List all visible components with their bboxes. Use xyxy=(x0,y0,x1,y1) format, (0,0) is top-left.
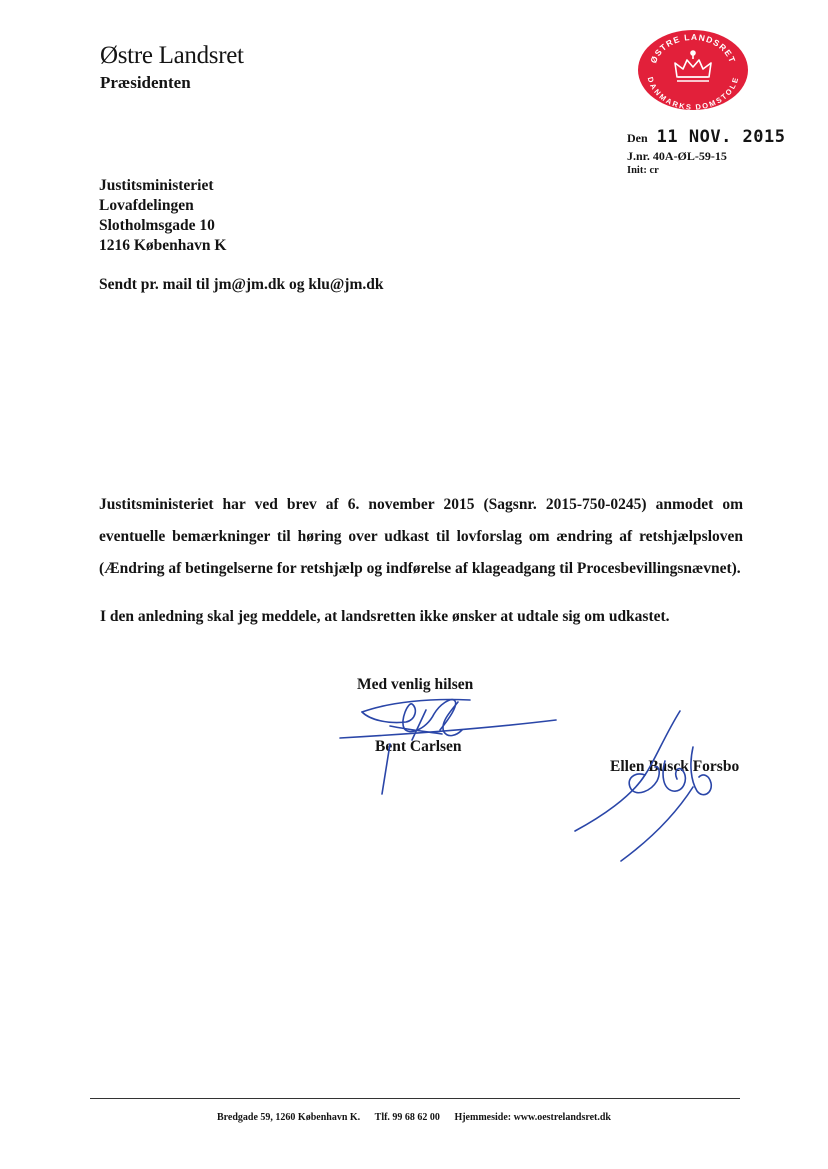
seal-text-bottom: DANMARKS DOMSTOLE xyxy=(645,75,741,111)
address-line: Slotholmsgade 10 xyxy=(99,217,215,234)
date-stamp: 11 NOV. 2015 xyxy=(656,127,786,147)
body-paragraph: Justitsministeriet har ved brev af 6. november 2015 (Sagsnr. 2015-750-0245) anmodet om eventuelle bemærkninger til høring over udkast til lovforslag om ændring af retshjælpsloven (Ændring af betingelserne for retshjælp og indførelse af klageadgang til Procesbevillingsnævnet). xyxy=(99,496,743,577)
sent-by-mail-note: Sendt pr. mail til jm@jm.dk og klu@jm.dk xyxy=(99,276,384,293)
signature-2 xyxy=(565,705,725,870)
court-seal xyxy=(637,29,749,111)
journal-number: J.nr. 40A-ØL-59-15 xyxy=(627,149,727,163)
date-label: Den xyxy=(627,131,648,145)
footer-divider xyxy=(90,1098,740,1099)
initials: Init: cr xyxy=(627,165,659,176)
office-title: Præsidenten xyxy=(100,73,191,92)
address-line: Lovafdelingen xyxy=(99,197,194,214)
address-line: Justitsministeriet xyxy=(99,177,214,194)
footer-website: Hjemmeside: www.oestrelandsret.dk xyxy=(454,1112,611,1123)
letter-date xyxy=(627,127,786,147)
court-name: Østre Landsret xyxy=(100,42,244,69)
signer-name-2: Ellen Busck Forsbo xyxy=(610,758,740,775)
footer-phone: Tlf. 99 68 62 00 xyxy=(374,1112,440,1123)
recipient-address xyxy=(99,176,226,256)
footer-address: Bredgade 59, 1260 København K. xyxy=(216,1112,361,1123)
signer-name-1: Bent Carlsen xyxy=(375,738,462,755)
footer xyxy=(0,1112,828,1123)
regards: Med venlig hilsen xyxy=(357,676,474,693)
closing-paragraph: I den anledning skal jeg meddele, at landsretten ikke ønsker at udtale sig om udkastet. xyxy=(100,608,670,625)
seal-text-top: ØSTRE LANDSRET xyxy=(648,31,738,65)
address-line: 1216 København K xyxy=(99,237,227,254)
